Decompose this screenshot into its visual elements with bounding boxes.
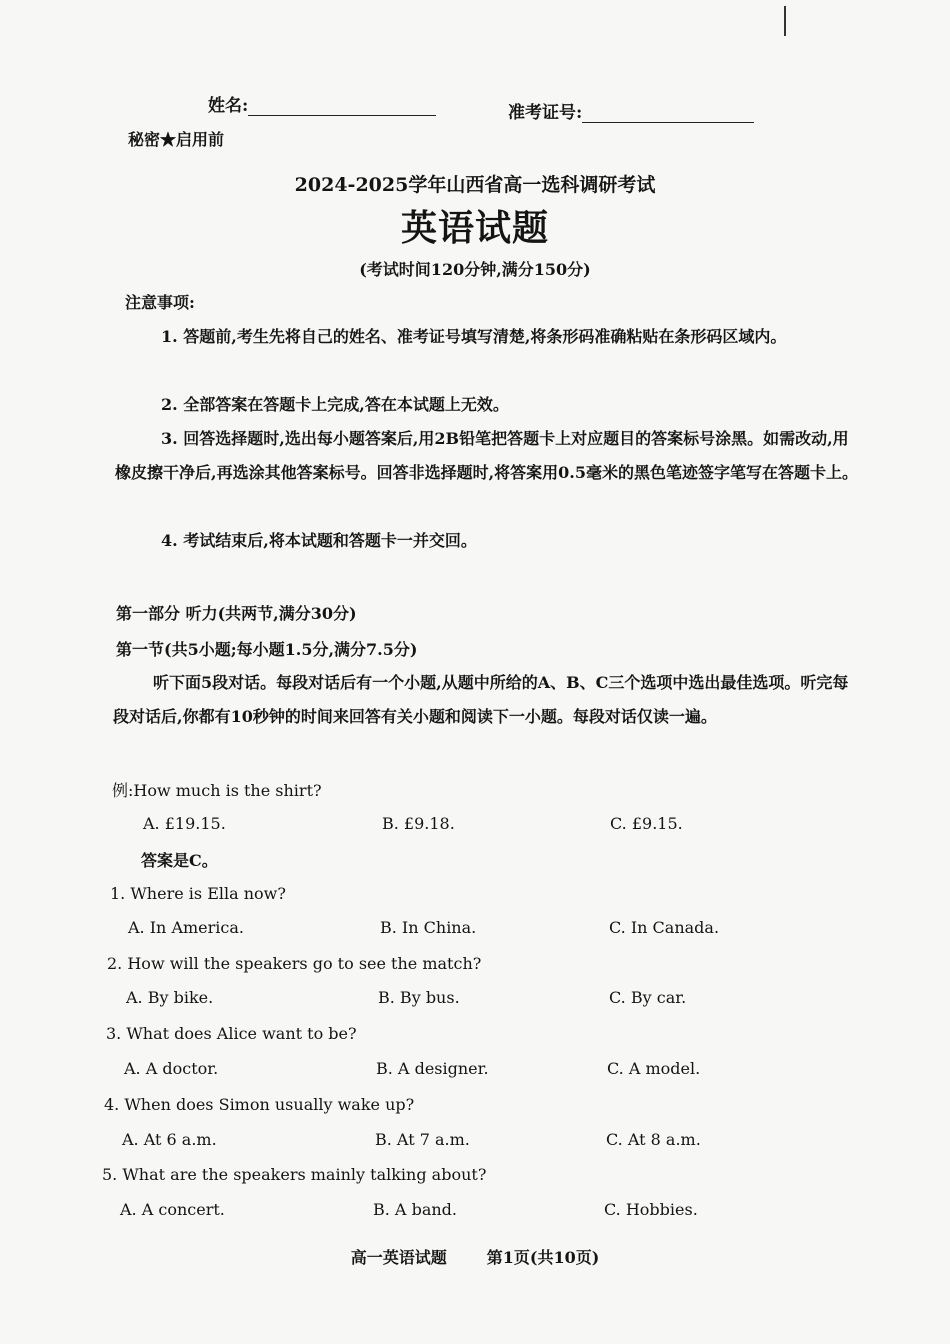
example-answer: 答案是C。	[141, 851, 218, 870]
question-3-option-a[interactable]: A. A doctor.	[124, 1059, 219, 1078]
name-label: 姓名:	[208, 96, 249, 116]
question-5-option-a[interactable]: A. A concert.	[120, 1200, 225, 1219]
question-1-option-a[interactable]: A. In America.	[128, 918, 244, 937]
footer-subject: 高一英语试题	[350, 1248, 447, 1267]
question-2: 2. How will the speakers go to see the match?	[107, 954, 482, 973]
question-1-option-c[interactable]: C. In Canada.	[609, 918, 720, 937]
notice-item-1: 1. 答题前,考生先将自己的姓名、准考证号填写清楚,将条形码准确粘贴在条形码区域内。	[161, 327, 787, 346]
question-4-option-b[interactable]: B. At 7 a.m.	[375, 1130, 470, 1149]
question-2-option-b[interactable]: B. By bus.	[378, 988, 460, 1007]
part1-title: 第一部分 听力(共两节,满分30分)	[116, 604, 357, 623]
notice-item-2: 2. 全部答案在答题卡上完成,答在本试题上无效。	[161, 395, 509, 414]
example-option-b: B. £9.18.	[382, 814, 455, 833]
example-option-c: C. £9.15.	[610, 814, 683, 833]
question-2-option-c[interactable]: C. By car.	[609, 988, 687, 1007]
id-field[interactable]	[508, 98, 754, 123]
secret-label: 秘密★启用前	[128, 130, 225, 149]
section1-title: 第一节(共5小题;每小题1.5分,满分7.5分)	[116, 640, 418, 659]
name-field[interactable]	[208, 91, 436, 116]
name-blank[interactable]	[248, 97, 436, 116]
example-question: 例:How much is the shirt?	[112, 781, 322, 800]
exam-name: 2024-2025学年山西省高一选科调研考试	[294, 174, 656, 196]
footer-page-number: 第1页(共10页)	[486, 1248, 600, 1267]
question-1-option-b[interactable]: B. In China.	[380, 918, 477, 937]
question-3: 3. What does Alice want to be?	[106, 1024, 357, 1043]
question-3-option-b[interactable]: B. A designer.	[376, 1059, 489, 1078]
question-2-option-a[interactable]: A. By bike.	[126, 988, 214, 1007]
question-5-option-b[interactable]: B. A band.	[373, 1200, 457, 1219]
question-4-option-a[interactable]: A. At 6 a.m.	[122, 1130, 217, 1149]
question-5: 5. What are the speakers mainly talking about?	[102, 1165, 487, 1184]
scan-mark	[784, 6, 786, 36]
listening-instruction: 听下面5段对话。每段对话后有一个小题,从题中所给的A、B、C三个选项中选出最佳选项。听完每段对话后,你都有10秒钟的时间来回答有关小题和阅读下一小题。每段对话仅读一遍。	[113, 673, 849, 726]
id-label: 准考证号:	[508, 103, 583, 123]
notice-title: 注意事项:	[125, 293, 195, 312]
question-4-option-c[interactable]: C. At 8 a.m.	[606, 1130, 701, 1149]
time-info: (考试时间120分钟,满分150分)	[359, 260, 591, 279]
example-option-a: A. £19.15.	[143, 814, 226, 833]
page-footer	[0, 1245, 950, 1268]
notice-item-4: 4. 考试结束后,将本试题和答题卡一并交回。	[161, 531, 477, 550]
page-title: 英语试题	[400, 207, 549, 249]
question-4: 4. When does Simon usually wake up?	[104, 1095, 415, 1114]
id-blank[interactable]	[582, 104, 754, 123]
question-1: 1. Where is Ella now?	[110, 884, 286, 903]
question-5-option-c[interactable]: C. Hobbies.	[604, 1200, 698, 1219]
question-3-option-c[interactable]: C. A model.	[607, 1059, 701, 1078]
notice-item-3: 3. 回答选择题时,选出每小题答案后,用2B铅笔把答题卡上对应题目的答案标号涂黑。如需改动,用橡皮擦干净后,再选涂其他答案标号。回答非选择题时,将答案用0.5毫米的黑色笔迹签字笔写在答题卡上。	[115, 429, 858, 482]
